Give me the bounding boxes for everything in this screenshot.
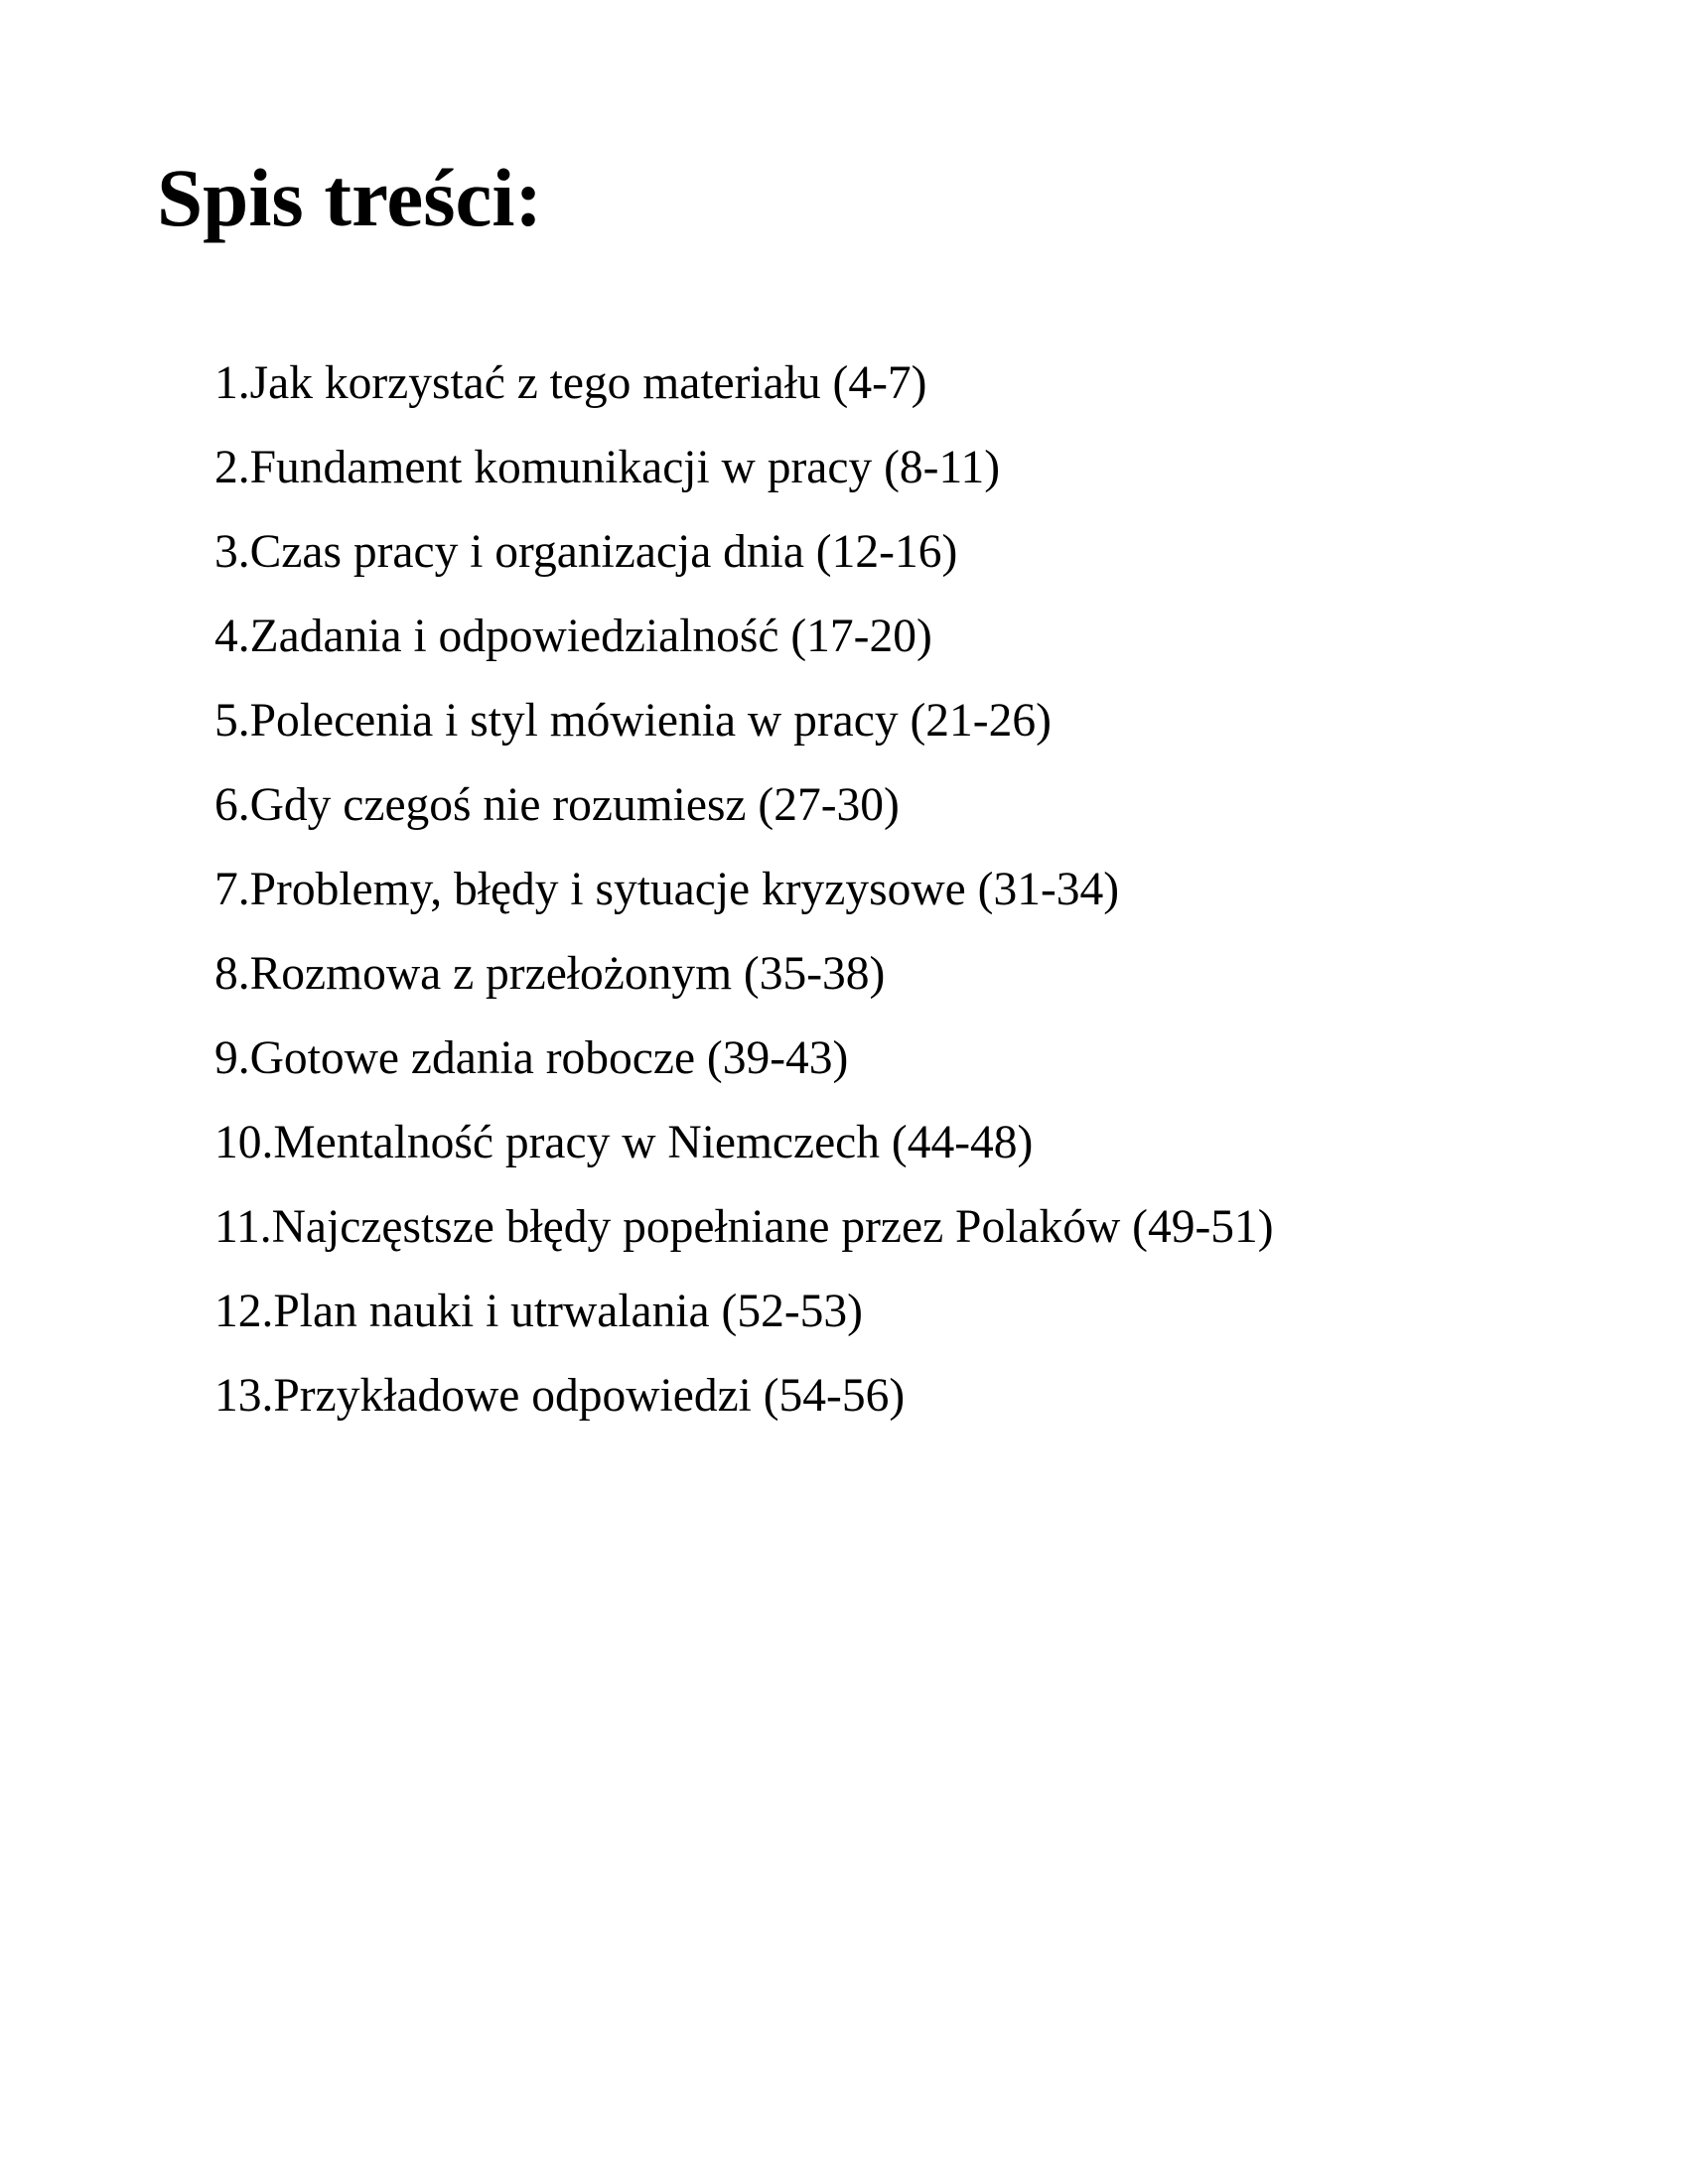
toc-item-number: 4. (214, 611, 250, 662)
toc-item-number: 5. (214, 695, 250, 747)
toc-item-text: Zadania i odpowiedzialność (17-20) (249, 611, 932, 662)
toc-item-11 (214, 1199, 1274, 1284)
toc-item-text: Problemy, błędy i sytuacje kryzysowe (31-34) (249, 864, 1120, 915)
toc-item-text: Rozmowa z przełożonym (35-38) (249, 948, 886, 1000)
toc-item-text: Jak korzystać z tego materiału (4-7) (249, 357, 927, 409)
toc-item-number: 7. (214, 864, 250, 915)
toc-item-number: 3. (214, 526, 250, 578)
toc-item-number: 2. (214, 442, 250, 493)
toc-item-2 (214, 440, 1274, 524)
toc-item-number: 10. (214, 1117, 274, 1168)
toc-item-5 (214, 693, 1274, 777)
toc-item-text: Plan nauki i utrwalania (52-53) (273, 1286, 863, 1337)
toc-item-text: Gotowe zdania robocze (39-43) (249, 1032, 849, 1084)
page-title: Spis treści: (157, 152, 543, 243)
toc-item-number: 9. (214, 1032, 250, 1084)
toc-item-number: 12. (214, 1286, 274, 1337)
toc-item-9 (214, 1030, 1274, 1115)
toc-item-text: Przykładowe odpowiedzi (54-56) (273, 1370, 906, 1422)
toc-item-text: Fundament komunikacji w pracy (8-11) (249, 442, 1001, 493)
toc-item-8 (214, 946, 1274, 1030)
toc-item-6 (214, 777, 1274, 862)
toc-item-number: 8. (214, 948, 250, 1000)
toc-item-13 (214, 1368, 1274, 1452)
toc-item-1 (214, 355, 1274, 440)
toc-item-text: Mentalność pracy w Niemczech (44-48) (273, 1117, 1034, 1168)
toc-item-number: 13. (214, 1370, 274, 1422)
toc-item-text: Polecenia i styl mówienia w pracy (21-26) (249, 695, 1052, 747)
toc-item-number: 11. (214, 1201, 272, 1253)
toc-item-text: Gdy czegoś nie rozumiesz (27-30) (249, 779, 900, 831)
toc-item-4 (214, 609, 1274, 693)
table-of-contents (214, 355, 1274, 1452)
toc-item-12 (214, 1284, 1274, 1368)
toc-item-text: Czas pracy i organizacja dnia (12-16) (249, 526, 958, 578)
toc-item-number: 6. (214, 779, 250, 831)
toc-item-3 (214, 524, 1274, 609)
toc-item-text: Najczęstsze błędy popełniane przez Polaków (49-51) (271, 1201, 1274, 1253)
toc-item-7 (214, 862, 1274, 946)
toc-item-number: 1. (214, 357, 250, 409)
toc-item-10 (214, 1115, 1274, 1199)
